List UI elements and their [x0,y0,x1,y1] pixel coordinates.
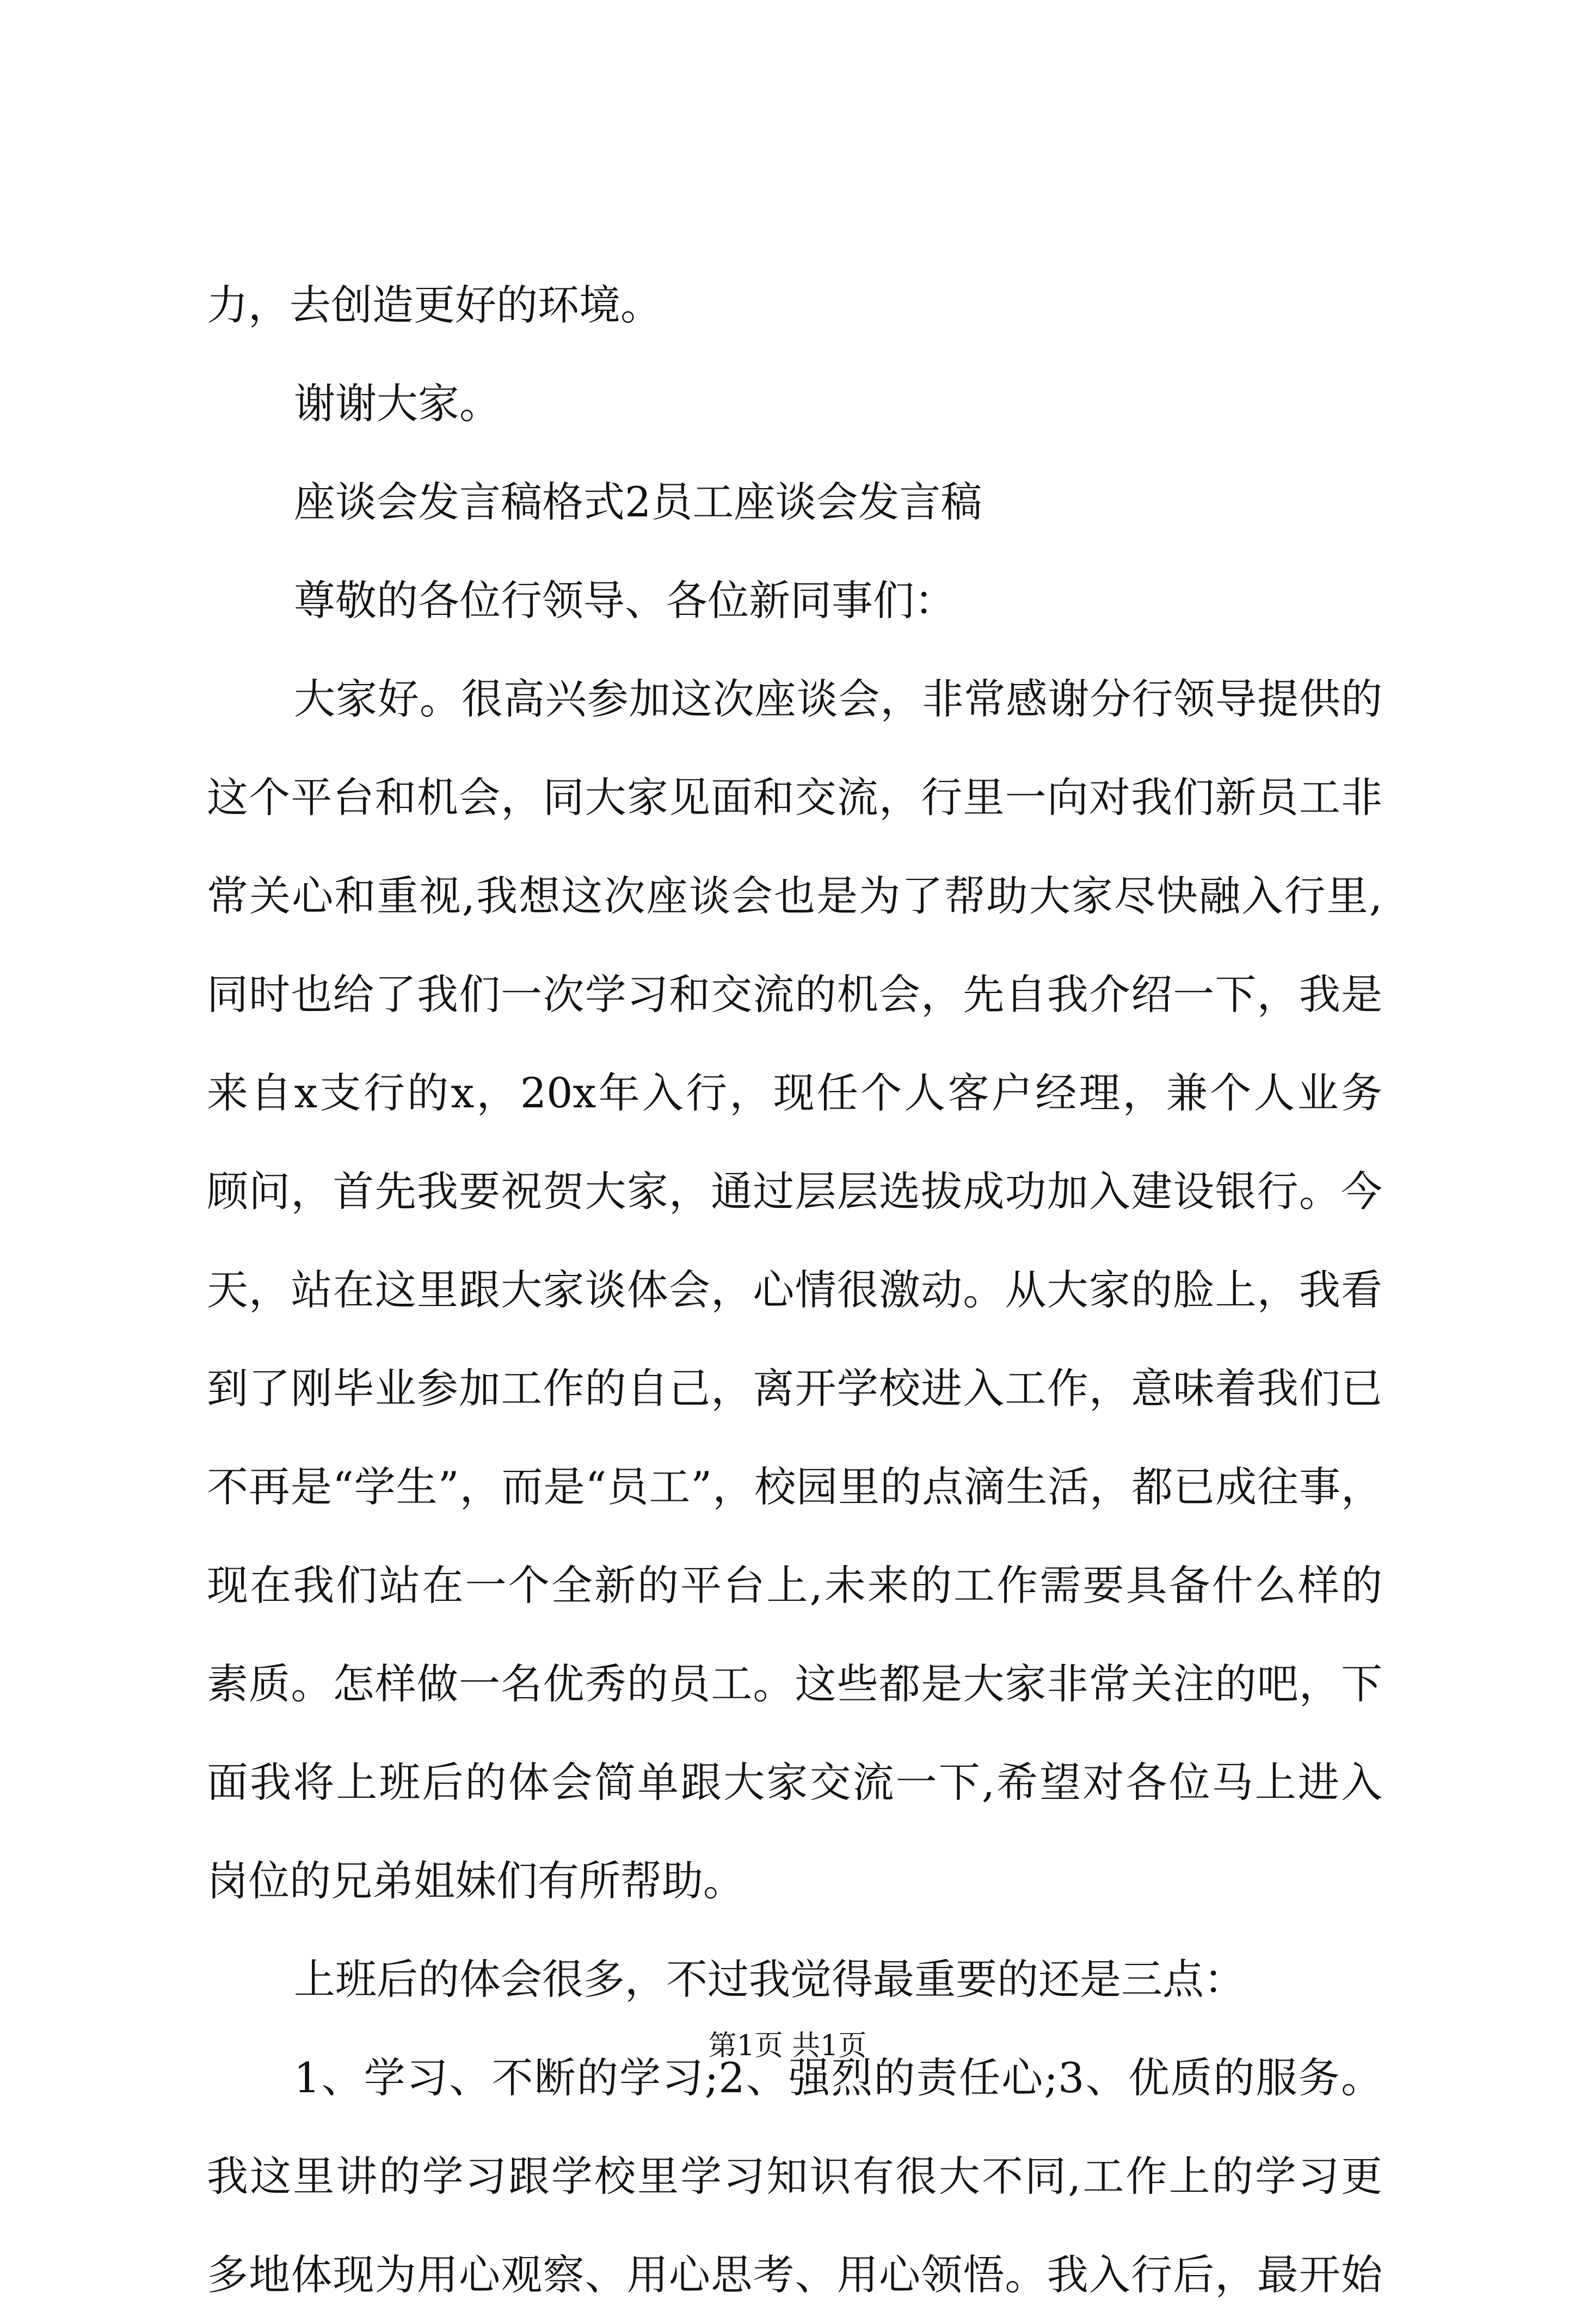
text-line: 天，站在这里跟大家谈体会，心情很激动。从大家的脸上，我看 [207,1266,1382,1314]
text-line: 素质。怎样做一名优秀的员工。这些都是大家非常关注的吧，下 [207,1660,1382,1708]
text-line: 力，去创造更好的环境。 [207,281,662,329]
text-line: 常关心和重视,我想这次座谈会也是为了帮助大家尽快融入行里, [207,872,1382,920]
text-line: 现在我们站在一个全新的平台上,未来的工作需要具备什么样的 [207,1561,1382,1610]
text-line: 来自x支行的x，20x年入行，现任个人客户经理，兼个人业务 [207,1069,1382,1117]
text-line: 上班后的体会很多，不过我觉得最重要的还是三点： [294,1955,1245,2004]
salutation: 尊敬的各位行领导、各位新同事们： [294,576,956,625]
document-body [207,256,1382,2324]
text-line: 岗位的兄弟姐妹们有所帮助。 [207,1857,745,1905]
text-line: 这个平台和机会，同大家见面和交流，行里一向对我们新员工非 [207,773,1382,822]
text-line: 谢谢大家。 [294,379,501,428]
text-line: 同时也给了我们一次学习和交流的机会，先自我介绍一下，我是 [207,970,1382,1019]
text-line: 多地体现为用心观察、用心思考、用心领悟。我入行后，最开始 [207,2251,1382,2299]
text-line: 我这里讲的学习跟学校里学习知识有很大不同,工作上的学习更 [207,2152,1382,2200]
text-line: 1、学习、不断的学习;2、强烈的责任心;3、优质的服务。 [294,2054,1382,2102]
text-line: 大家好。很高兴参加这次座谈会，非常感谢分行领导提供的 [294,675,1382,723]
text-line: 面我将上班后的体会简单跟大家交流一下,希望对各位马上进入 [207,1758,1382,1807]
text-line: 到了刚毕业参加工作的自己，离开学校进入工作，意味着我们已 [207,1364,1382,1413]
text-line: 不再是“学生”，而是“员工”，校园里的点滴生活，都已成往事， [207,1463,1382,1511]
page-footer: 第1页 共1页 [708,2030,867,2062]
section-heading: 座谈会发言稿格式2员工座谈会发言稿 [294,478,982,526]
text-line: 顾问，首先我要祝贺大家，通过层层选拔成功加入建设银行。今 [207,1167,1382,1216]
